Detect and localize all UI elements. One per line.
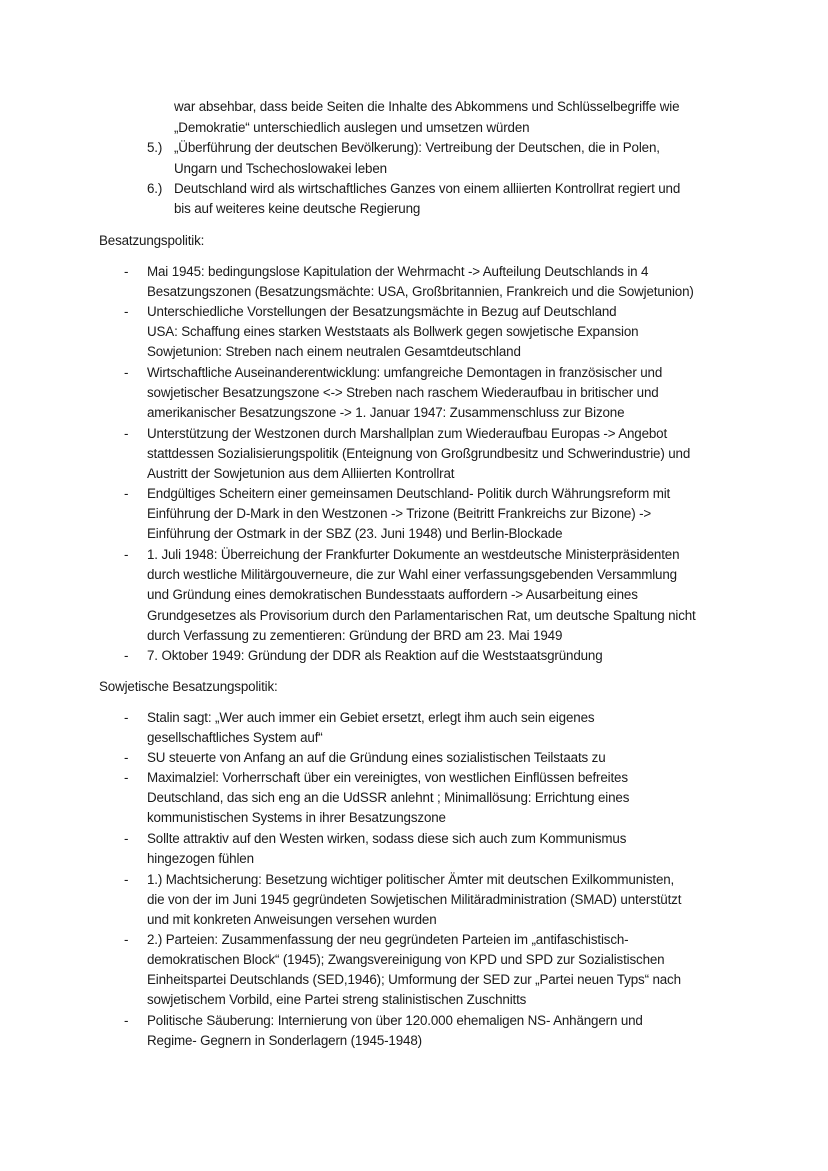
text-line: war absehbar, dass beide Seiten die Inhalte des Abkommens und Schlüsselbegriffe wie: [174, 99, 680, 114]
bullet-dash: -: [124, 770, 129, 785]
bullet-dash: -: [124, 486, 129, 501]
bullet-dash: -: [124, 304, 129, 319]
text-line: und Gründung eines demokratischen Bundesstaats auffordern -> Ausarbeitung eines: [147, 587, 638, 602]
text-line: 7. Oktober 1949: Gründung der DDR als Reaktion auf die Weststaatsgründung: [147, 648, 603, 663]
text-line: die von der im Juni 1945 gegründeten Sowjetischen Militäradministration (SMAD) unterstützt: [147, 892, 682, 907]
text-line: Grundgesetzes als Provisorium durch den Parlamentarischen Rat, um deutsche Spaltung nicht: [147, 608, 696, 623]
text-line: SU steuerte von Anfang an auf die Gründung eines sozialistischen Teilstaats zu: [147, 750, 606, 765]
bullet-dash: -: [124, 365, 129, 380]
text-line: durch Verfassung zu zementieren: Gründung der BRD am 23. Mai 1949: [147, 628, 563, 643]
text-line: Politische Säuberung: Internierung von über 120.000 ehemaligen NS- Anhängern und: [147, 1013, 643, 1028]
text-line: Sollte attraktiv auf den Westen wirken, sodass diese sich auch zum Kommunismus: [147, 831, 627, 846]
text-line: Besatzungszonen (Besatzungsmächte: USA, Großbritannien, Frankreich und die Sowjetunion): [147, 284, 694, 299]
text-line: USA: Schaffung eines starken Weststaats als Bollwerk gegen sowjetische Expansion: [147, 324, 639, 339]
text-line: bis auf weiteres keine deutsche Regierung: [174, 201, 421, 216]
text-line: Unterstützung der Westzonen durch Marshallplan zum Wiederaufbau Europas -> Angebot: [147, 426, 668, 441]
text-line: sowjetischem Vorbild, eine Partei streng stalinistischen Zuschnitts: [147, 992, 527, 1007]
text-line: Wirtschaftliche Auseinanderentwicklung: umfangreiche Demontagen in französischer und: [147, 365, 663, 380]
text-line: Deutschland, das sich eng an die UdSSR anlehnt ; Minimallösung: Errichtung eines: [147, 790, 630, 805]
text-line: 1. Juli 1948: Überreichung der Frankfurter Dokumente an westdeutsche Ministerpräsidenten: [147, 547, 680, 562]
bullet-dash: -: [124, 932, 129, 947]
text-line: Maximalziel: Vorherrschaft über ein vereinigtes, von westlichen Einflüssen befreites: [147, 770, 628, 785]
text-line: Ungarn und Tschechoslowakei leben: [174, 161, 387, 176]
text-line: 1.) Machtsicherung: Besetzung wichtiger politischer Ämter mit deutschen Exilkommunisten,: [147, 872, 675, 887]
item-number: 6.): [147, 181, 163, 196]
bullet-dash: -: [124, 648, 129, 663]
section-heading: Sowjetische Besatzungspolitik:: [99, 679, 278, 694]
text-line: kommunistischen Systems in ihrer Besatzungszone: [147, 810, 446, 825]
text-line: Einheitspartei Deutschlands (SED,1946); Umformung der SED zur „Partei neuen Typs“ nach: [147, 972, 681, 987]
text-line: „Demokratie“ unterschiedlich auslegen und umsetzen würden: [174, 120, 530, 135]
bullet-dash: -: [124, 547, 129, 562]
bullet-dash: -: [124, 264, 129, 279]
text-line: sowjetischer Besatzungszone <-> Streben nach raschem Wiederaufbau in britischer und: [147, 385, 659, 400]
text-line: Einführung der Ostmark in der SBZ (23. Juni 1948) und Berlin-Blockade: [147, 526, 563, 541]
text-line: Unterschiedliche Vorstellungen der Besatzungsmächte in Bezug auf Deutschland: [147, 304, 617, 319]
text-line: Austritt der Sowjetunion aus dem Alliierten Kontrollrat: [147, 466, 455, 481]
text-line: Einführung der D-Mark in den Westzonen -> Trizone (Beitritt Frankreichs zur Bizone) ->: [147, 506, 652, 521]
text-line: durch westliche Militärgouverneure, die zur Wahl einer verfassungsgebenden Versammlung: [147, 567, 677, 582]
text-line: hingezogen fühlen: [147, 851, 254, 866]
bullet-dash: -: [124, 750, 129, 765]
bullet-dash: -: [124, 426, 129, 441]
text-line: Deutschland wird als wirtschaftliches Ganzes von einem alliierten Kontrollrat regiert und: [174, 181, 681, 196]
text-line: demokratischen Block“ (1945); Zwangsvereinigung von KPD und SPD zur Sozialistischen: [147, 952, 665, 967]
text-line: amerikanischer Besatzungszone -> 1. Januar 1947: Zusammenschluss zur Bizone: [147, 405, 625, 420]
bullet-dash: -: [124, 831, 129, 846]
bullet-dash: -: [124, 1013, 129, 1028]
text-line: stattdessen Sozialisierungspolitik (Enteignung von Großgrundbesitz und Schwerindustrie) und: [147, 446, 691, 461]
text-line: „Überführung der deutschen Bevölkerung): Vertreibung der Deutschen, die in Polen,: [174, 140, 660, 155]
text-line: und mit konkreten Anweisungen versehen wurden: [147, 912, 437, 927]
text-line: Regime- Gegnern in Sonderlagern (1945-1948): [147, 1033, 422, 1048]
bullet-dash: -: [124, 872, 129, 887]
bullet-dash: -: [124, 710, 129, 725]
text-line: Mai 1945: bedingungslose Kapitulation der Wehrmacht -> Aufteilung Deutschlands in 4: [147, 264, 649, 279]
text-line: 2.) Parteien: Zusammenfassung der neu gegründeten Parteien im „antifaschistisch-: [147, 932, 629, 947]
text-line: Sowjetunion: Streben nach einem neutralen Gesamtdeutschland: [147, 344, 521, 359]
text-line: Endgültiges Scheitern einer gemeinsamen Deutschland- Politik durch Währungsreform mit: [147, 486, 671, 501]
text-line: gesellschaftliches System auf“: [147, 730, 323, 745]
section-heading: Besatzungspolitik:: [99, 233, 205, 248]
text-line: Stalin sagt: „Wer auch immer ein Gebiet ersetzt, erlegt ihm auch sein eigenes: [147, 710, 595, 725]
item-number: 5.): [147, 140, 163, 155]
